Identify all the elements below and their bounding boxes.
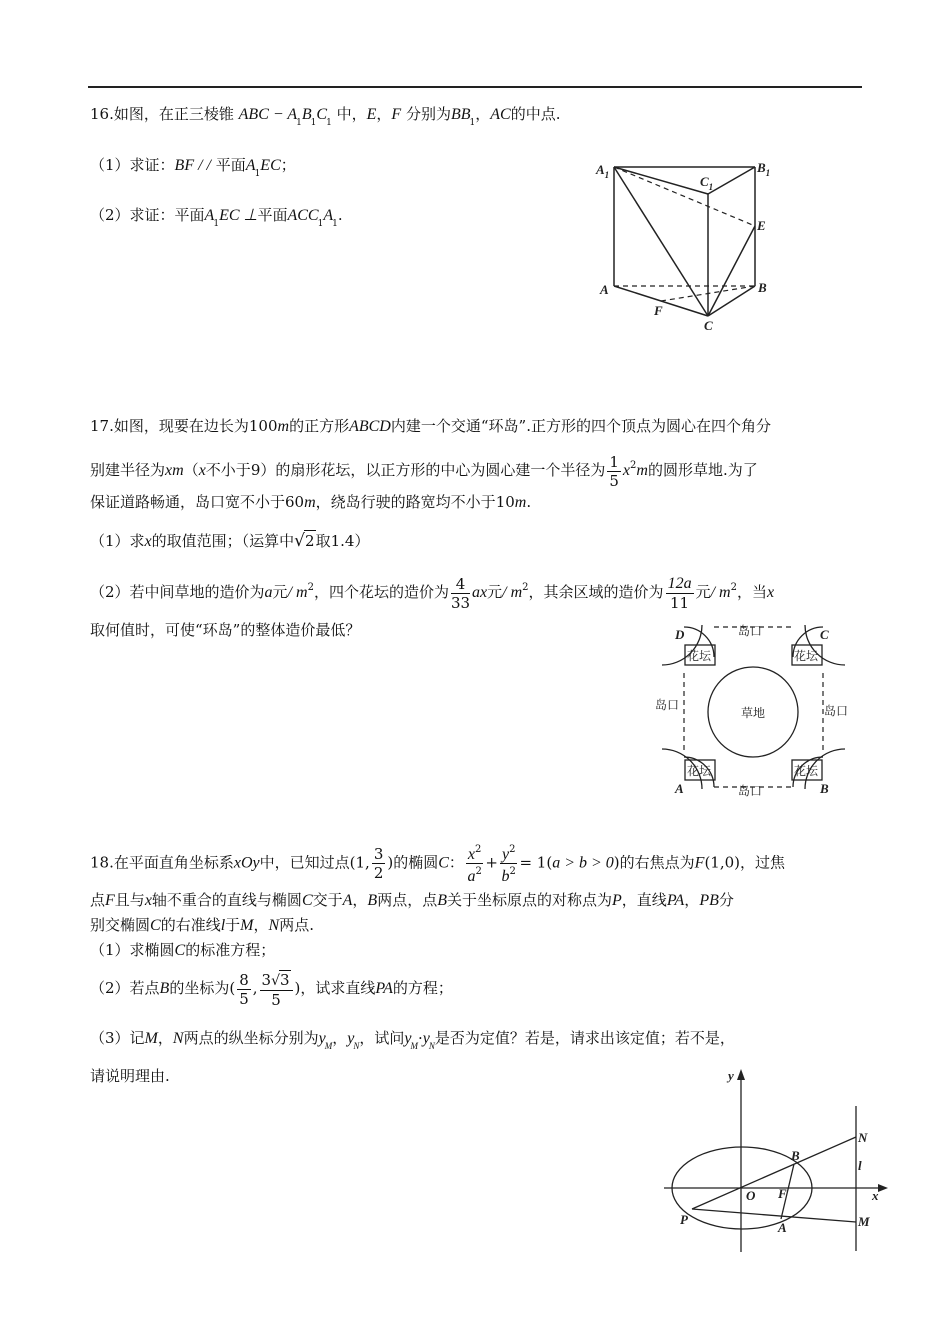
roundabout-figure [650,615,865,805]
x-arrow [878,1184,888,1192]
edge-c1b1 [708,167,755,194]
q17-part1: （1）求x的取值范围；（运算中√2取1.4） [90,531,370,551]
svg-text:F: F [778,1186,787,1201]
q18-part3-cont: 请说明理由. [90,1067,170,1085]
q18-part3: （3）记M，N两点的纵坐标分别为$y_M$，$y_N$，试问$y_M\cdot y_N$是否为定值？若是，请求出该定值；若不是， [90,1029,735,1051]
ellipse-figure [660,1066,890,1256]
svg-text:C: C [820,627,829,642]
svg-text:l: l [858,1158,862,1173]
svg-text:花坛: 花坛 [687,649,712,663]
svg-text:N: N [858,1130,868,1145]
svg-text:O: O [746,1188,756,1203]
q17-part2-cont: 取何值时，可使“环岛”的整体造价最低？ [90,621,361,639]
q18-line3: 别交椭圆C的右准线l于M，N两点. [90,916,314,934]
q18-part1: （1）求椭圆C的标准方程； [90,941,276,959]
svg-text:x: x [872,1188,879,1203]
svg-text:B1: $B_1$ [757,160,771,178]
q18-part2: （2）若点B的坐标为( $\frac{8}{5}$ , $\frac{3√3}{5}$ )，试求直线PA的方程； [90,970,453,1009]
line-pb [692,1137,856,1209]
svg-text:C1: $C_1$ [700,174,714,192]
q16-part1: （1）求证：BF / / 平面$A_1EC$； [90,156,296,179]
y-arrow [737,1069,745,1080]
svg-text:A: A [778,1220,787,1235]
q17-line3: 保证道路畅通，岛口宽不小于60m，绕岛行驶的路宽均不小于10m. [90,493,532,511]
svg-text:D: D [675,627,685,642]
svg-text:A1: $A_1$ [596,162,610,180]
svg-text:B: B [758,280,767,295]
edge-ec [708,226,755,316]
q18-line2: 点F且与x轴不重合的直线与椭圆C交于A，B两点，点B关于坐标原点的对称点为P，直线PA，PB分 [90,891,734,909]
prism-figure [590,150,790,350]
svg-text:E: E [757,218,766,233]
svg-text:P: P [680,1212,688,1227]
edge-a1e-hidden [614,167,755,226]
svg-text:岛口: 岛口 [824,704,849,718]
svg-text:F: F [654,303,663,318]
svg-text:草地: 草地 [741,706,766,720]
svg-text:A: A [600,282,609,297]
svg-text:花坛: 花坛 [794,764,819,778]
q18-line1: 18.在平面直角坐标系xOy中，已知过点(1, $\frac{3}{2}$ )的椭圆C： $\frac{x^2}{a^2}$ + $\frac{y^2}{b^2}$ = 1(a > b > 0)的右焦点为F(1,0)，过焦 [90,844,786,885]
header-rule [88,86,862,88]
q17-line1: 17.如图，现要在边长为100m的正方形ABCD内建一个交通“环岛”.正方形的四个顶点为圆心在四个角分 [90,417,771,435]
svg-text:A: A [675,781,684,796]
svg-text:M: M [858,1214,870,1229]
svg-text:C: C [704,318,713,333]
svg-text:岛口: 岛口 [738,624,763,638]
svg-text:y: y [728,1068,734,1083]
q16-title: 16.如图，在正三棱锥 ABC − $A_1B_1C_1$ 中，E，F 分别为$BB_1$，AC的中点. [90,105,561,128]
q17-part2: （2）若中间草地的造价为a元/ $m^2$，四个花坛的造价为 $\frac{4}{33}$ ax元/ $m^2$，其余区域的造价为 $\frac{12a}{11}$ 元/ $m^2$，当x [90,574,775,612]
svg-text:岛口: 岛口 [655,698,680,712]
svg-text:花坛: 花坛 [794,649,819,663]
q17-line2: 别建半径为xm（x不小于9）的扇形花坛，以正方形的中心为圆心建一个半径为 $\frac{1}{5}$ $x^2m$的圆形草地.为了 [90,452,758,490]
line-pa [692,1209,856,1222]
q16-part2: （2）求证：平面$A_1EC$ ⊥平面$ACC_1A_1$. [90,206,343,229]
svg-text:B: B [820,781,829,796]
svg-text:花坛: 花坛 [687,764,712,778]
svg-text:岛口: 岛口 [738,784,763,798]
svg-text:B: B [791,1148,800,1163]
